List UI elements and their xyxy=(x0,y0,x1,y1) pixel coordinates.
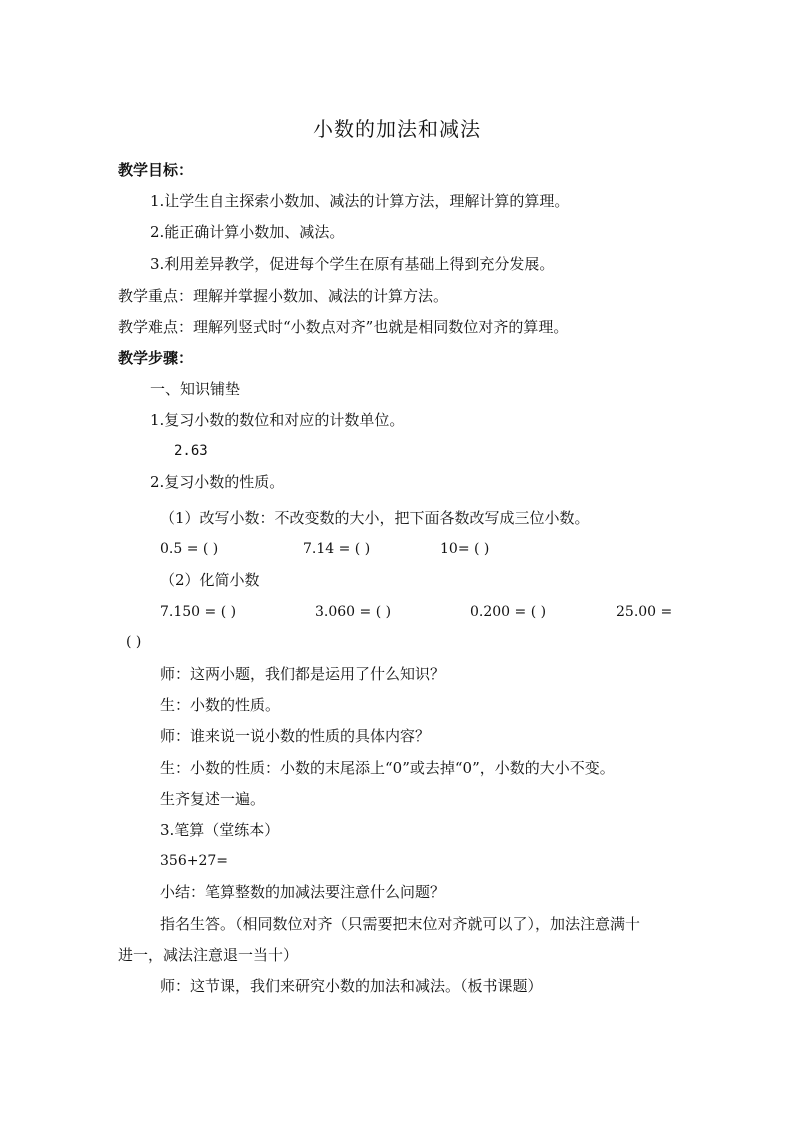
exercise-1-3: 10= ( ) xyxy=(440,541,490,557)
sub-2: （2）化简小数 xyxy=(160,571,260,589)
dialogue-4: 生：小数的性质：小数的末尾添上“0”或去掉“0”，小数的大小不变。 xyxy=(160,759,615,777)
objective-2: 2.能正确计算小数加、减法。 xyxy=(150,223,345,241)
item-3-example: 356+27= xyxy=(160,853,228,869)
dialogue-1: 师：这两小题，我们都是运用了什么知识？ xyxy=(160,665,446,683)
exercise-2-3: 0.200 = ( ) xyxy=(470,604,547,620)
item-1: 1.复习小数的数位和对应的计数单位。 xyxy=(150,411,405,429)
sub-1-exercises xyxy=(160,539,620,559)
summary: 小结：笔算整数的加减法要注意什么问题？ xyxy=(160,883,446,901)
item-2: 2.复习小数的性质。 xyxy=(150,473,285,491)
steps-heading: 教学步骤： xyxy=(118,349,194,367)
exercise-2-2: 3.060 = ( ) xyxy=(315,604,392,620)
section-1-heading: 一、知识铺垫 xyxy=(150,380,241,398)
answer-line-1: 指名生答。（相同数位对齐（只需要把末位对齐就可以了），加法注意满十 xyxy=(160,915,641,933)
dialogue-5: 生齐复述一遍。 xyxy=(160,790,266,808)
key-point: 教学重点：理解并掌握小数加、减法的计算方法。 xyxy=(118,287,449,305)
exercise-1-1: 0.5 = ( ) xyxy=(160,541,219,557)
objectives-heading: 教学目标： xyxy=(118,161,194,179)
item-3: 3.笔算（堂练本） xyxy=(160,821,280,839)
sub-2-exercises xyxy=(160,602,680,622)
sub-1: （1）改写小数：不改变数的大小，把下面各数改写成三位小数。 xyxy=(160,509,590,527)
closing: 师：这节课，我们来研究小数的加法和减法。（板书课题） xyxy=(160,977,543,995)
answer-line-2: 进一，减法注意退一当十） xyxy=(118,946,299,964)
difficulty: 教学难点：理解列竖式时“小数点对齐”也就是相同数位对齐的算理。 xyxy=(118,318,569,336)
dialogue-2: 生：小数的性质。 xyxy=(160,696,281,714)
objective-3: 3.利用差异教学，促进每个学生在原有基础上得到充分发展。 xyxy=(150,255,555,273)
dialogue-3: 师：谁来说一说小数的性质的具体内容？ xyxy=(160,727,431,745)
exercise-2-4-wrap: ( ) xyxy=(126,634,142,650)
document-title: 小数的加法和减法 xyxy=(313,117,481,141)
item-1-example: 2.63 xyxy=(174,443,208,459)
exercise-2-1: 7.150 = ( ) xyxy=(160,604,237,620)
objective-1: 1.让学生自主探索小数加、减法的计算方法，理解计算的算理。 xyxy=(150,192,570,210)
exercise-2-4: 25.00 = xyxy=(616,604,673,620)
exercise-1-2: 7.14 = ( ) xyxy=(303,541,371,557)
